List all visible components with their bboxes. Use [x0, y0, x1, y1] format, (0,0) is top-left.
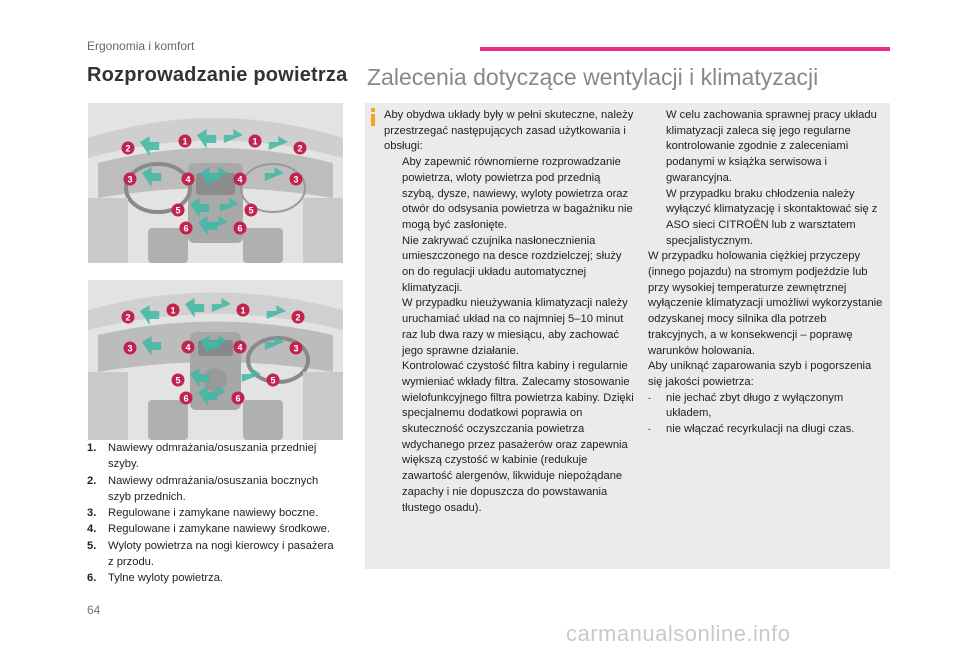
dash-marker: - [648, 392, 651, 403]
section-header: Ergonomia i komfort [87, 39, 195, 53]
bullet-item [384, 234, 634, 297]
bullet-list [648, 108, 884, 249]
legend-text: Nawiewy odmrażania/osuszania przedniej szyby. [108, 442, 317, 471]
callout-label: 3 [127, 343, 133, 354]
callout-label: 2 [297, 143, 303, 154]
bullet-text: W przypadku braku chłodzenia należy wyłączyć klimatyzację i skontaktować się z ASO sieci CITROËN lub z warsztatem specjalistycznym. [666, 187, 878, 247]
legend-number: 2. [87, 474, 97, 487]
dashboard-diagram-top [88, 103, 343, 263]
legend-text: Nawiewy odmrażania/osuszania bocznych szyb przednich. [108, 474, 319, 503]
bullet-item [648, 187, 884, 250]
legend-item [87, 521, 342, 537]
callout-label: 6 [183, 393, 189, 404]
info-icon [369, 108, 377, 125]
legend-number: 5. [87, 539, 97, 552]
section-accent-bar [480, 47, 890, 51]
callout-label: 3 [293, 174, 299, 185]
callout-label: 4 [185, 174, 191, 185]
legend-number: 6. [87, 572, 97, 585]
page-number: 64 [87, 603, 101, 617]
bullet-text: Kontrolować czystość filtra kabiny i regularnie wymieniać wkłady filtra. Zalecamy stosowanie wielofunkcyjnego filtra powietrza kabiny. Dzięki specjalnemu dodatkowi poprawia on skuteczność oczyszczania powietrza wdychanego przez pasażerów oraz zapewnia większą czystość w kabinie (redukuje zawartość alergenów, likwiduje niepożądane zapachy i nie dopuszcza do powstawania tłustego osadu). [402, 360, 634, 514]
callout-label: 3 [293, 343, 299, 354]
bullet-marker-icon [384, 296, 402, 359]
bullet-list [384, 155, 634, 516]
dash-list [648, 391, 884, 438]
bullet-marker-icon [384, 155, 402, 234]
bullet-text: nie włączać recyrkulacji na długi czas. [666, 423, 855, 436]
recommendations-panel [365, 103, 890, 569]
callout-label: 1 [170, 305, 176, 316]
towing-paragraph: W przypadku holowania ciężkiej przyczepy (innego pojazdu) na stromym podjeździe lub przy wysokiej temperaturze zewnętrznej wyłączenie klimatyzacji umożliwi wykorzystanie odzyskanej mocy silnika dla potrzeb trakcyjnych, a w konsekwencji – poprawę warunków holowania. [648, 250, 883, 357]
right-section-title: Zalecenia dotyczące wentylacji i klimatyzacji [367, 64, 819, 90]
callout-label: 5 [175, 205, 181, 216]
legend-text: Regulowane i zamykane nawiewy boczne. [108, 507, 319, 520]
intro-paragraph: Aby obydwa układy były w pełni skuteczne, należy przestrzegać następujących zasad użytkowania i obsługi: [384, 109, 634, 153]
bullet-item [384, 359, 634, 516]
callout-label: 6 [237, 223, 243, 234]
bullet-item [648, 391, 884, 422]
fogging-paragraph: Aby uniknąć zaparowania szyb i pogorszenia się jakości powietrza: [648, 360, 872, 388]
dash-marker: - [648, 424, 651, 435]
dashboard-illustration-alt [88, 280, 343, 440]
legend-item [87, 473, 342, 506]
recommendations-column-right [648, 108, 884, 438]
callout-label: 5 [175, 375, 181, 386]
bullet-text: W przypadku nieużywania klimatyzacji należy uruchamiać układ na co najmniej 5–10 minut raz lub dwa razy w miesiącu, aby zachować jego sprawne działanie. [402, 297, 628, 357]
callout-label: 2 [125, 312, 131, 323]
callout-label: 5 [248, 205, 254, 216]
bullet-text: Aby zapewnić równomierne rozprowadzanie powietrza, wloty powietrza pod przednią szybą, dysze, nawiewy, wyloty powietrza oraz otwór do odsysania powietrza w bagażniku nie mogą być zasłonięte. [402, 156, 633, 231]
legend-number: 4. [87, 523, 97, 536]
left-section-title: Rozprowadzanie powietrza [87, 64, 348, 86]
bullet-item [648, 108, 884, 187]
legend-item [87, 505, 342, 521]
callout-label: 4 [237, 174, 243, 185]
bullet-item [384, 296, 634, 359]
legend-item [87, 570, 342, 586]
bullet-text: nie jechać zbyt długo z wyłączonym układem, [666, 391, 844, 420]
bullet-marker-icon [384, 234, 402, 297]
bullet-marker-icon [648, 108, 666, 187]
callout-label: 1 [252, 136, 258, 147]
callout-label: 2 [125, 143, 131, 154]
legend-number: 1. [87, 442, 97, 454]
callout-label: 1 [240, 305, 246, 316]
bullet-marker-icon [648, 187, 666, 250]
legend-number: 3. [87, 507, 97, 520]
callout-label: 6 [183, 223, 189, 234]
legend-text: Wyloty powietrza na nogi kierowcy i pasażera z przodu. [108, 539, 334, 569]
dashboard-illustration [88, 103, 343, 263]
callout-label: 4 [237, 342, 243, 353]
dashboard-diagram-bottom [88, 280, 343, 440]
recommendations-column-left [384, 108, 634, 516]
callout-label: 5 [270, 375, 276, 386]
callout-label: 1 [182, 136, 188, 147]
bullet-text: Nie zakrywać czujnika nasłonecznienia umieszczonego na desce rozdzielczej; służy on do regulacji układu automatycznej klimatyzacji. [402, 234, 622, 294]
callout-label: 4 [185, 342, 191, 353]
callout-label: 2 [295, 312, 301, 323]
legend-item [87, 440, 342, 473]
watermark: carmanualsonline.info [566, 621, 791, 646]
diagram-legend [87, 440, 342, 587]
bullet-item [648, 422, 884, 438]
callout-label: 6 [235, 393, 241, 404]
bullet-item [384, 155, 634, 234]
callout-label: 3 [127, 174, 133, 185]
bullet-marker-icon [384, 359, 402, 516]
bullet-text: W celu zachowania sprawnej pracy układu klimatyzacji zaleca się jego regularne kontrolowanie zgodnie z zaleceniami podanymi w książka serwisowa i gwarancyjna. [666, 109, 877, 184]
legend-text: Regulowane i zamykane nawiewy środkowe. [108, 523, 330, 536]
legend-text: Tylne wyloty powietrza. [108, 572, 224, 585]
legend-item [87, 538, 342, 571]
